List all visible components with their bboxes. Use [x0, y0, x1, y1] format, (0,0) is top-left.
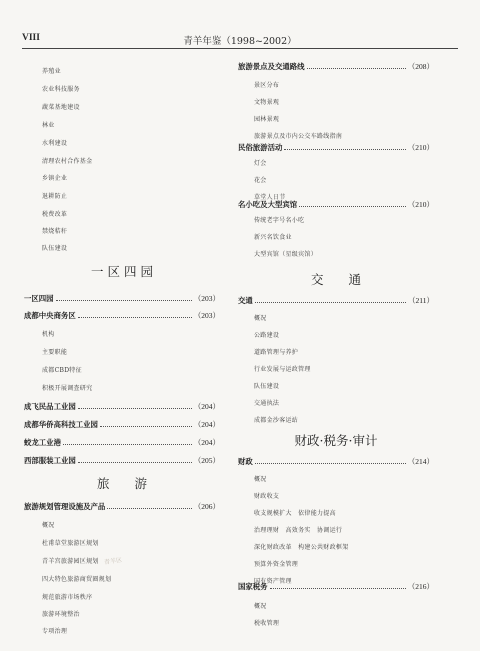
toc-entry-title: 旅游景点及交通路线 [238, 61, 305, 71]
toc-entry-page: （203） [193, 293, 220, 303]
toc-entry-title: 名小吃及大型宾馆 [238, 199, 298, 209]
toc-entry[interactable] [24, 436, 220, 448]
toc-subitem: 大型宾馆（星级宾馆） [254, 251, 318, 258]
toc-subitem: 水利建设 [42, 140, 68, 147]
toc-entry[interactable] [24, 454, 220, 466]
toc-entry-page: （205） [193, 455, 220, 465]
toc-subitem: 景区分布 [254, 82, 280, 89]
leader-dots [78, 461, 192, 463]
section-heading: 一 区 四 园 [91, 264, 153, 279]
page-number: VIII [22, 33, 40, 43]
toc-subitem: 概况 [254, 315, 267, 322]
toc-subitem: 禁烧秸秆 [42, 228, 68, 235]
toc-subitem: 文物景观 [254, 99, 280, 106]
toc-entry-page: （211） [408, 295, 434, 305]
toc-subitem: 成都金沙客运站 [254, 417, 299, 424]
toc-entry[interactable] [24, 500, 220, 512]
toc-subitem: 花会 [254, 177, 267, 184]
toc-subitem: 税费改革 [42, 211, 68, 218]
toc-subitem: 概况 [42, 522, 55, 529]
toc-entry[interactable] [24, 418, 220, 430]
toc-entry[interactable] [238, 294, 434, 306]
page-header [22, 30, 458, 49]
toc-subitem: 成都CBD特征 [42, 367, 82, 374]
toc-subitem: 治理理财 高效务实 协调运行 [254, 527, 343, 534]
toc-subitem: 蔬菜基地建设 [42, 104, 80, 111]
toc-subitem: 概况 [254, 476, 267, 483]
toc-subitem: 收支规模扩大 依律能力提高 [254, 510, 336, 517]
toc-entry-page: （210） [407, 142, 434, 152]
leader-dots [284, 148, 405, 150]
toc-subitem: 预算外资金管理 [254, 561, 299, 568]
toc-entry-title: 成都华侨高科技工业园 [24, 419, 98, 429]
leader-dots [78, 316, 192, 318]
toc-entry-title: 成都中央商务区 [24, 310, 76, 320]
toc-entry-page: （214） [407, 456, 434, 466]
toc-entry[interactable] [238, 580, 434, 592]
toc-subitem: 农业科技服务 [42, 86, 80, 93]
toc-subitem: 养殖业 [42, 68, 61, 75]
leader-dots [63, 443, 192, 445]
section-heading: 旅 游 [96, 476, 147, 491]
leader-dots [270, 587, 406, 589]
toc-subitem: 杜甫草堂旅游区规划 [42, 540, 99, 547]
toc-entry-title: 国家税务 [238, 581, 268, 591]
toc-entry[interactable] [238, 198, 434, 210]
toc-subitem: 行业发展与运政管理 [254, 366, 311, 373]
leader-dots [56, 299, 192, 301]
toc-subitem: 机构 [42, 331, 55, 338]
toc-subitem: 队伍建设 [254, 383, 280, 390]
toc-subitem: 旅游景点及市内公交车路线指南 [254, 133, 343, 140]
toc-subitem: 清理农村合作基金 [42, 158, 93, 165]
toc-subitem: 四大特色旅游商贸圈规划 [42, 576, 112, 583]
toc-subitem: 旅游环境整治 [42, 611, 80, 618]
toc-entry-title: 财政 [238, 456, 253, 466]
toc-subitem: 草堂人日节 [254, 194, 286, 201]
leader-dots [255, 301, 406, 303]
toc-subitem: 国有资产管理 [254, 578, 292, 585]
toc-subitem: 规范旅游市场秩序 [42, 594, 93, 601]
toc-subitem: 财政收支 [254, 493, 280, 500]
leader-dots [255, 462, 406, 464]
toc-entry-title: 蛟龙工业港 [24, 437, 61, 447]
toc-subitem: 概况 [254, 603, 267, 610]
toc-subitem: 退耕防止 [42, 193, 68, 200]
toc-entry-page: （203） [193, 310, 220, 320]
toc-entry-page: （206） [193, 501, 220, 511]
section-heading: 交 通 [310, 272, 361, 287]
toc-subitem: 园林景观 [254, 116, 280, 123]
running-title: 青羊年鉴（1998~2002） [183, 36, 297, 47]
toc-subitem: 林业 [42, 122, 55, 129]
toc-subitem: 队伍建设 [42, 245, 68, 252]
toc-entry-title: 一区四园 [24, 293, 54, 303]
leader-dots [307, 67, 406, 69]
toc-entry[interactable] [24, 292, 220, 304]
toc-entry-title: 旅游规划管理设施及产品 [24, 501, 106, 511]
toc-entry-page: （204） [193, 437, 220, 447]
toc-subitem: 主要职能 [42, 349, 68, 356]
toc-entry[interactable] [238, 141, 434, 153]
toc-entry[interactable] [238, 455, 434, 467]
section-heading: 财政·税务·审计 [294, 433, 378, 448]
toc-subitem: 灯会 [254, 160, 267, 167]
faint-stamp: 青羊区 [103, 556, 123, 567]
toc-entry-page: （208） [407, 61, 434, 71]
toc-subitem: 税收管理 [254, 620, 280, 627]
leader-dots [100, 425, 192, 427]
toc-subitem: 青羊宫旅游园区规划 [42, 558, 99, 565]
toc-subitem: 乡镇企业 [42, 175, 68, 182]
leader-dots [107, 507, 191, 509]
toc-subitem: 公路建设 [254, 332, 280, 339]
toc-subitem: 道路管理与养护 [254, 349, 299, 356]
toc-entry-page: （204） [193, 401, 220, 411]
toc-entry[interactable] [238, 60, 434, 72]
toc-entry-title: 西部服装工业园 [24, 455, 76, 465]
toc-entry[interactable] [24, 309, 220, 321]
toc-subitem: 交通执法 [254, 400, 280, 407]
toc-entry-page: （204） [193, 419, 220, 429]
toc-subitem: 深化财政改革 构建公共财政框架 [254, 544, 349, 551]
toc-entry-title: 成飞民品工业园 [24, 401, 76, 411]
toc-subitem: 传统老字号名小吃 [254, 217, 305, 224]
leader-dots [299, 205, 406, 207]
leader-dots [78, 407, 192, 409]
toc-subitem: 新兴名饮食业 [254, 234, 292, 241]
toc-subitem: 积极开展调查研究 [42, 385, 93, 392]
toc-entry-page: （216） [407, 581, 434, 591]
toc-subitem: 专项治理 [42, 628, 68, 635]
toc-entry-title: 民俗旅游活动 [238, 142, 283, 152]
toc-entry[interactable] [24, 400, 220, 412]
toc-entry-title: 交通 [238, 295, 253, 305]
toc-entry-page: （210） [407, 199, 434, 209]
